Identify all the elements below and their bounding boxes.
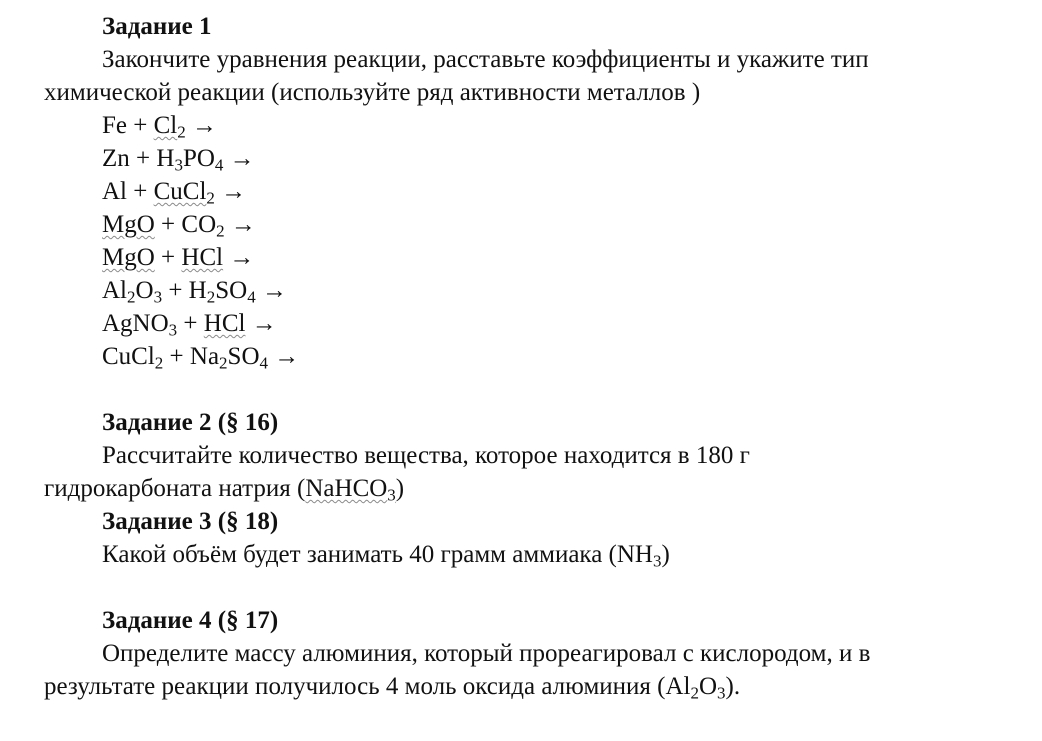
task2-line1: Рассчитайте количество вещества, которое находится в 180 г	[102, 442, 750, 469]
task2-line2	[44, 474, 404, 504]
formula-subscript: 2	[206, 287, 216, 307]
formula-subscript: 2	[177, 122, 186, 142]
formula-text: CuCl	[153, 178, 207, 205]
task2-formula	[305, 475, 396, 505]
equation-1	[102, 111, 217, 141]
formula-text: MgO	[102, 211, 155, 238]
formula-text: →	[245, 310, 277, 337]
task3-line1	[102, 540, 670, 570]
task4-line1: Определите массу алюминия, который прореагировал с кислородом, и в	[102, 640, 871, 667]
task2-line2-prefix: гидрокарбоната натрия (	[44, 475, 306, 502]
spellcheck-marked-text	[102, 244, 155, 271]
task4-line2-prefix: результате реакции получилось 4 моль оксида алюминия (Al	[44, 673, 691, 700]
formula-text: CuCl	[102, 343, 155, 370]
formula-text: →	[224, 211, 256, 238]
formula-text: + H	[162, 277, 207, 304]
task4-heading: Задание 4 (§ 17)	[102, 607, 279, 634]
formula-text: SO	[227, 343, 260, 370]
spellcheck-marked-text	[102, 211, 155, 238]
task4-line2	[44, 672, 740, 702]
task1-heading: Задание 1	[102, 13, 212, 40]
formula-text: Cl	[153, 112, 178, 139]
formula-text: HCl	[203, 310, 246, 337]
formula-subscript: 2	[127, 287, 136, 307]
formula-text: →	[185, 112, 217, 139]
task4-mid: O	[698, 673, 718, 700]
formula-text: O	[135, 277, 154, 304]
formula-text: + Na	[163, 343, 220, 370]
formula-text: Al +	[102, 178, 154, 205]
formula-text: AgNO	[102, 310, 169, 337]
task2-heading: Задание 2 (§ 16)	[102, 409, 279, 436]
formula-text: MgO	[102, 244, 155, 271]
formula-subscript: 2	[206, 188, 215, 208]
formula-text: →	[214, 178, 247, 205]
formula-text: +	[154, 244, 182, 271]
equation-6	[102, 276, 287, 306]
formula-text: + CO	[154, 211, 217, 238]
task2-formula-main: NaHCO	[305, 475, 388, 502]
formula-text: +	[177, 310, 204, 337]
formula-subscript: 4	[214, 155, 224, 175]
spellcheck-marked-text	[204, 310, 246, 337]
formula-subscript: 3	[174, 155, 183, 175]
task2-line2-suffix: )	[395, 475, 405, 502]
task4-sub1: 2	[690, 683, 699, 703]
formula-text: SO	[215, 277, 248, 304]
formula-subscript: 2	[216, 221, 225, 241]
spellcheck-marked-text	[181, 244, 223, 271]
equation-5	[102, 243, 254, 273]
spellcheck-marked-text	[153, 178, 215, 208]
equation-7	[102, 309, 277, 339]
formula-text: HCl	[181, 244, 224, 271]
formula-subscript: 4	[247, 287, 256, 307]
formula-text: →	[223, 244, 255, 271]
formula-text: →	[268, 343, 300, 370]
equation-2	[102, 144, 255, 174]
formula-text: Fe +	[102, 112, 154, 139]
formula-subscript: 2	[154, 353, 164, 373]
task3-line1-prefix: Какой объём будет занимать 40 грамм аммиака (NH	[102, 541, 653, 568]
task3-heading: Задание 3 (§ 18)	[102, 508, 279, 535]
formula-text: Zn + H	[102, 145, 175, 172]
formula-text: Al	[102, 277, 127, 304]
task3-line1-suffix: )	[661, 541, 670, 568]
task1-instruction-line2: химической реакции (используйте ряд активности металлов )	[44, 79, 701, 106]
equation-3	[102, 177, 246, 207]
formula-subscript: 2	[219, 353, 228, 373]
formula-subscript: 4	[259, 353, 269, 373]
equation-8	[102, 342, 299, 372]
task4-line2-suffix: ).	[725, 673, 741, 700]
task1-instruction-line1: Закончите уравнения реакции, расставьте коэффициенты и укажите тип	[102, 46, 869, 73]
formula-text: →	[255, 277, 287, 304]
spellcheck-marked-text	[153, 112, 186, 142]
formula-text: PO	[182, 145, 215, 172]
task2-formula-sub: 3	[387, 485, 396, 505]
equation-4	[102, 210, 256, 240]
task4-sub2: 3	[717, 683, 726, 703]
formula-text: →	[223, 145, 255, 172]
formula-subscript: 3	[168, 320, 178, 340]
task3-formula-sub: 3	[652, 551, 662, 571]
formula-subscript: 3	[153, 287, 163, 307]
